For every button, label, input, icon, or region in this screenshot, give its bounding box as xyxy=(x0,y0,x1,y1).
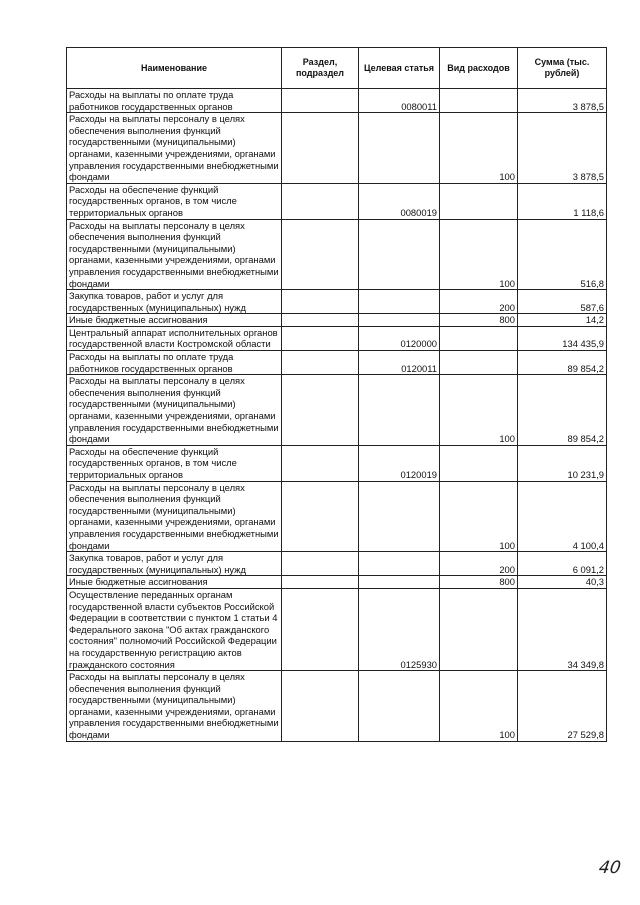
row-name: Расходы на выплаты персоналу в целях обеспечения выполнения функций государственными (муниципальными) органами, казенными учреждениями, органами управления государственными внебюджетными фондами xyxy=(67,113,282,184)
row-type xyxy=(440,351,518,375)
row-type xyxy=(440,445,518,481)
row-sum: 34 349,8 xyxy=(518,588,607,670)
row-section xyxy=(282,481,359,552)
row-name: Расходы на выплаты персоналу в целях обеспечения выполнения функций государственными (муниципальными) органами, казенными учреждениями, органами управления государственными внебюджетными фондами xyxy=(67,375,282,446)
row-target: 0080019 xyxy=(359,183,440,219)
row-sum: 587,6 xyxy=(518,290,607,314)
table-row xyxy=(67,375,607,446)
table-row xyxy=(67,290,607,314)
row-sum: 10 231,9 xyxy=(518,445,607,481)
row-target xyxy=(359,219,440,290)
row-section xyxy=(282,113,359,184)
row-name: Расходы на обеспечение функций государственных органов, в том числе территориальных органов xyxy=(67,445,282,481)
row-section xyxy=(282,351,359,375)
row-type: 800 xyxy=(440,314,518,327)
row-sum: 1 118,6 xyxy=(518,183,607,219)
header-type: Вид расходов xyxy=(440,48,518,89)
row-section xyxy=(282,290,359,314)
row-section xyxy=(282,588,359,670)
row-section xyxy=(282,375,359,446)
row-name: Расходы на выплаты по оплате труда работников государственных органов xyxy=(67,351,282,375)
row-name: Расходы на выплаты персоналу в целях обеспечения выполнения функций государственными (муниципальными) органами, казенными учреждениями, органами управления государственными внебюджетными фондами xyxy=(67,671,282,742)
row-name: Центральный аппарат исполнительных органов государственной власти Костромской области xyxy=(67,326,282,350)
row-target xyxy=(359,481,440,552)
table-row xyxy=(67,576,607,589)
row-type: 100 xyxy=(440,481,518,552)
row-section xyxy=(282,183,359,219)
row-sum: 3 878,5 xyxy=(518,89,607,113)
table-row xyxy=(67,351,607,375)
table-row xyxy=(67,445,607,481)
row-sum: 14,2 xyxy=(518,314,607,327)
row-sum: 6 091,2 xyxy=(518,552,607,576)
row-type xyxy=(440,89,518,113)
table-row xyxy=(67,183,607,219)
row-section xyxy=(282,576,359,589)
row-sum: 134 435,9 xyxy=(518,326,607,350)
row-target xyxy=(359,671,440,742)
row-target xyxy=(359,314,440,327)
header-section: Раздел, подраздел xyxy=(282,48,359,89)
table-header-row xyxy=(67,48,607,89)
row-section xyxy=(282,89,359,113)
table-row xyxy=(67,481,607,552)
row-sum: 89 854,2 xyxy=(518,375,607,446)
row-section xyxy=(282,552,359,576)
row-type: 100 xyxy=(440,113,518,184)
row-name: Расходы на выплаты персоналу в целях обеспечения выполнения функций государственными (муниципальными) органами, казенными учреждениями, органами управления государственными внебюджетными фондами xyxy=(67,219,282,290)
row-target: 0120000 xyxy=(359,326,440,350)
header-name: Наименование xyxy=(67,48,282,89)
row-section xyxy=(282,314,359,327)
row-target xyxy=(359,576,440,589)
row-target: 0120011 xyxy=(359,351,440,375)
row-target xyxy=(359,290,440,314)
budget-table xyxy=(66,47,607,742)
row-target: 0120019 xyxy=(359,445,440,481)
row-target: 0080011 xyxy=(359,89,440,113)
row-type: 100 xyxy=(440,219,518,290)
row-sum: 40,3 xyxy=(518,576,607,589)
row-target xyxy=(359,113,440,184)
row-type: 200 xyxy=(440,290,518,314)
row-name: Расходы на выплаты по оплате труда работников государственных органов xyxy=(67,89,282,113)
row-target: 0125930 xyxy=(359,588,440,670)
row-sum: 516,8 xyxy=(518,219,607,290)
row-name: Осуществление переданных органам государственной власти субъектов Российской Федерации в соответствии с пунктом 1 статьи 4 Федерального закона "Об актах гражданского состояния" полномочий Российской Федерации на государственную регистрацию актов гражданского состояния xyxy=(67,588,282,670)
table-row xyxy=(67,588,607,670)
header-target: Целевая статья xyxy=(359,48,440,89)
table-row xyxy=(67,219,607,290)
row-type: 100 xyxy=(440,375,518,446)
row-section xyxy=(282,326,359,350)
row-type xyxy=(440,588,518,670)
row-type: 800 xyxy=(440,576,518,589)
row-target xyxy=(359,375,440,446)
row-name: Расходы на выплаты персоналу в целях обеспечения выполнения функций государственными (муниципальными) органами, казенными учреждениями, органами управления государственными внебюджетными фондами xyxy=(67,481,282,552)
table-row xyxy=(67,326,607,350)
row-section xyxy=(282,445,359,481)
table-row xyxy=(67,671,607,742)
row-name: Расходы на обеспечение функций государственных органов, в том числе территориальных органов xyxy=(67,183,282,219)
row-type: 100 xyxy=(440,671,518,742)
table-row xyxy=(67,89,607,113)
table-row xyxy=(67,314,607,327)
row-sum: 89 854,2 xyxy=(518,351,607,375)
row-type: 200 xyxy=(440,552,518,576)
row-name: Иные бюджетные ассигнования xyxy=(67,576,282,589)
row-sum: 4 100,4 xyxy=(518,481,607,552)
page-number: 40 xyxy=(597,858,623,878)
row-type xyxy=(440,326,518,350)
table-row xyxy=(67,552,607,576)
row-sum: 3 878,5 xyxy=(518,113,607,184)
row-name: Иные бюджетные ассигнования xyxy=(67,314,282,327)
row-section xyxy=(282,671,359,742)
row-name: Закупка товаров, работ и услуг для государственных (муниципальных) нужд xyxy=(67,552,282,576)
row-type xyxy=(440,183,518,219)
row-target xyxy=(359,552,440,576)
row-name: Закупка товаров, работ и услуг для государственных (муниципальных) нужд xyxy=(67,290,282,314)
row-section xyxy=(282,219,359,290)
row-sum: 27 529,8 xyxy=(518,671,607,742)
header-sum: Сумма (тыс. рублей) xyxy=(518,48,607,89)
table-row xyxy=(67,113,607,184)
